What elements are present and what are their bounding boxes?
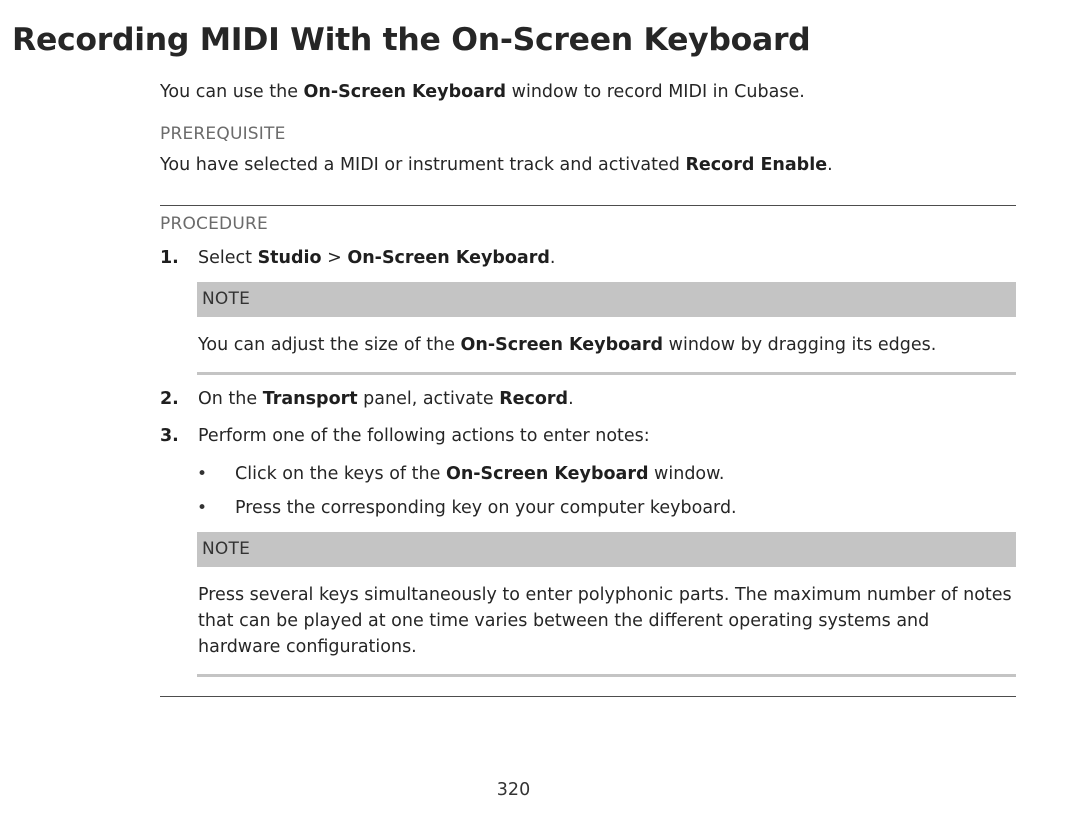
ui-term: Record	[499, 389, 569, 409]
menu-term: Studio	[257, 248, 322, 268]
procedure-bottom-rule	[160, 696, 1016, 697]
note-header: NOTE	[197, 532, 1016, 567]
menu-term: On-Screen Keyboard	[347, 248, 550, 268]
page-number: 320	[496, 780, 531, 800]
step-1-text: Select Studio > On-Screen Keyboard.	[198, 248, 556, 268]
bullet-marker: •	[197, 498, 208, 518]
intro-paragraph: You can use the On-Screen Keyboard window to record MIDI in Cubase.	[160, 82, 805, 102]
step-3-text: Perform one of the following actions to enter notes:	[198, 426, 650, 446]
ui-term: On-Screen Keyboard	[445, 464, 649, 484]
bullet-item: Press the corresponding key on your computer keyboard.	[235, 498, 737, 518]
procedure-label: PROCEDURE	[160, 214, 268, 234]
step-number: 2.	[160, 389, 179, 409]
ui-term: On-Screen Keyboard	[460, 335, 664, 355]
step-number: 1.	[160, 248, 179, 268]
procedure-top-rule	[160, 205, 1016, 206]
step-number: 3.	[160, 426, 179, 446]
ui-term: Transport	[262, 389, 358, 409]
ui-term: Record Enable	[685, 155, 828, 175]
prerequisite-text: You have selected a MIDI or instrument track and activated Record Enable.	[160, 155, 833, 175]
bullet-item: Click on the keys of the On-Screen Keyboard window.	[235, 464, 725, 484]
note-body: You can adjust the size of the On-Screen Keyboard window by dragging its edges.	[198, 335, 937, 355]
note-header: NOTE	[197, 282, 1016, 317]
prerequisite-label: PREREQUISITE	[160, 124, 286, 144]
bullet-marker: •	[197, 464, 208, 484]
note-bottom-rule	[197, 372, 1016, 375]
note-body: Press several keys simultaneously to enter polyphonic parts. The maximum number of notes that can be played at one time varies between the different operating systems and hardware configurations.	[198, 585, 1012, 657]
ui-term: On-Screen Keyboard	[303, 82, 507, 102]
page-title: Recording MIDI With the On-Screen Keyboard	[12, 22, 811, 58]
step-2-text: On the Transport panel, activate Record.	[198, 389, 574, 409]
note-bottom-rule	[197, 674, 1016, 677]
